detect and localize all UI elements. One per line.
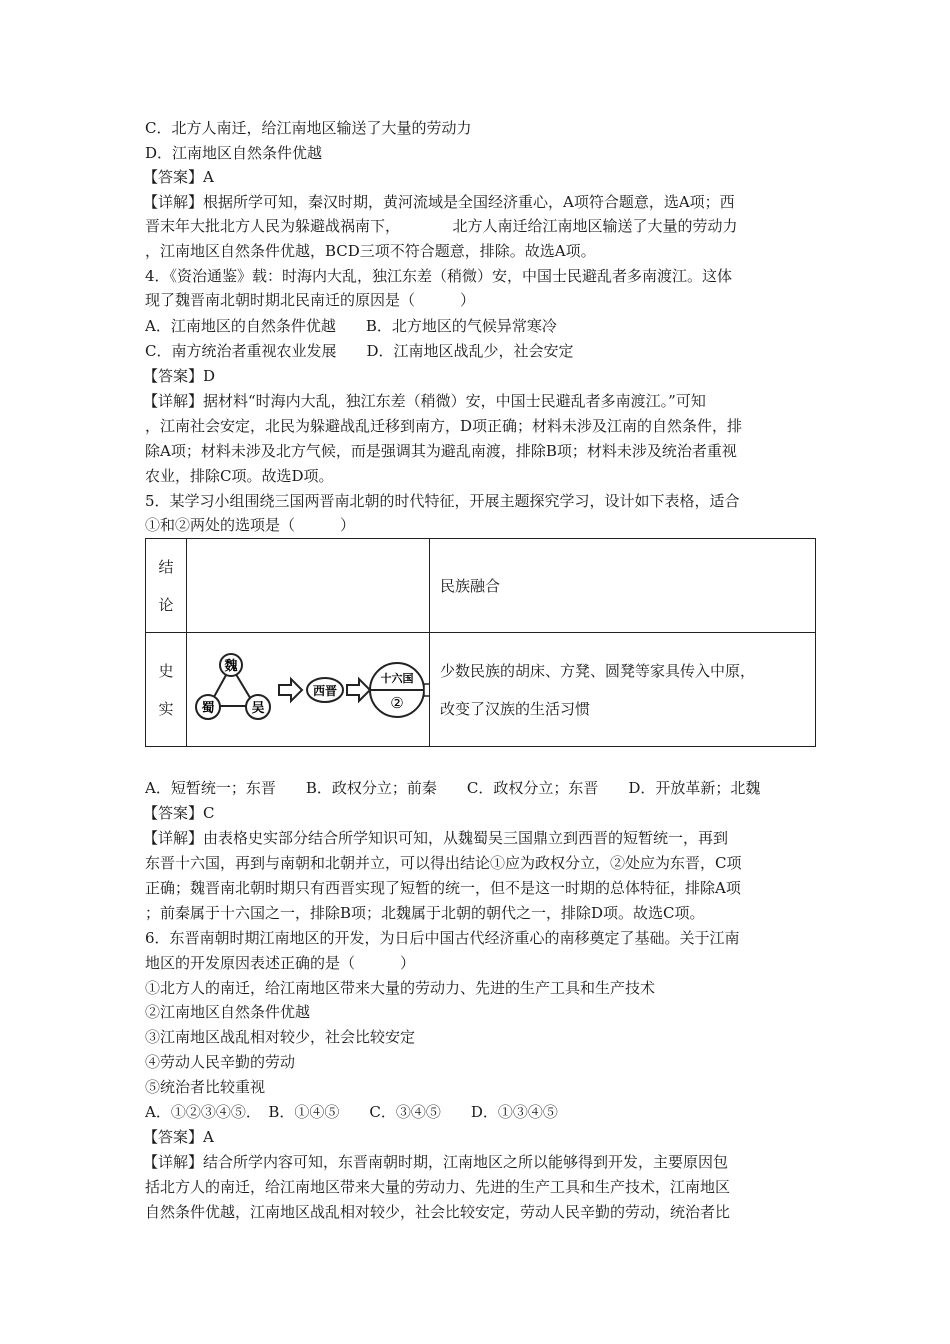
q4-stem-line: 现了魏晋南北朝时期北民南迁的原因是（ ） [145,291,476,309]
q5-stem-line: 5．某学习小组围绕三国两晋南北朝的时代特征，开展主题探究学习，设计如下表格，适合 [145,492,740,510]
label-char: 论 [158,595,174,614]
q6-stem-line: 6．东晋南朝时期江南地区的开发，为日后中国古代经济重心的南移奠定了基础。关于江南 [145,929,740,947]
q5-table [145,538,816,747]
small-box [424,684,429,696]
q4-stem-line: 4．《资治通鉴》载：时海内大乱，独江东差（稍微）安，中国士民避乱者多南渡江。这体 [145,267,733,285]
three-kingdoms-diagram [187,650,429,730]
table-row-facts [146,633,816,747]
q6-item-5: ⑤统治者比较重视 [145,1078,266,1096]
q4-explanation-line: 农业，排除C项。故选D项。 [145,467,334,485]
sixteen-kingdoms-label: 十六国 [380,671,414,685]
facts-text-line: 少数民族的胡床、方凳、圆凳等家具传入中原， [440,661,756,680]
wu-label: 吴 [251,700,265,716]
blank-cell-1 [187,539,430,633]
facts-text [430,633,816,747]
q6-item-4: ④劳动人民辛勤的劳动 [145,1053,296,1071]
arrow-right-icon [347,679,370,701]
q5-explanation-line: 正确；魏晋南北朝时期只有西晋实现了短暂的统一，但不是这一时期的总体特征，排除A项 [145,879,741,897]
facts-text-line: 改变了汉族的生活习惯 [440,699,591,718]
q6-item-1: ①北方人的南迁，给江南地区带来大量的劳动力、先进的生产工具和生产技术 [145,979,656,997]
q6-item-3: ③江南地区战乱相对较少，社会比较安定 [145,1028,416,1046]
q4-answer: 【答案】D [143,367,216,385]
q4-options-ab: A．江南地区的自然条件优越 B．北方地区的气候异常寒冷 [145,317,557,335]
q6-explanation-line: 【详解】结合所学内容可知，东晋南朝时期，江南地区之所以能够得到开发，主要原因包 [143,1153,729,1171]
q3-explanation-line: 晋末年大批北方人民为躲避战祸南下， 北方人南迁给江南地区输送了大量的劳动力 [145,217,738,235]
q4-explanation-line: 除A项；材料未涉及北方气候，而是强调其为避乱南渡，排除B项；材料未涉及统治者重视 [145,442,737,460]
q3-option-d: D．江南地区自然条件优越 [145,144,323,162]
q3-option-c: C．北方人南迁，给江南地区输送了大量的劳动力 [145,119,472,137]
q5-options: A．短暂统一；东晋 B．政权分立；前秦 C．政权分立；东晋 D．开放革新；北魏 [145,779,761,797]
q5-explanation-line: ；前秦属于十六国之一，排除B项；北魏属于北朝的朝代之一，排除D项。故选C项。 [145,904,705,922]
arrow-right-icon [279,679,302,701]
q3-answer: 【答案】A [143,168,214,186]
q6-answer: 【答案】A [143,1128,214,1146]
q4-explanation-line: ，江南社会安定，北民为躲避战乱迁移到南方，D项正确；材料未涉及江南的自然条件，排 [145,417,743,435]
q6-options: A．①②③④⑤． B．①④⑤ C．③④⑤ D．①③④⑤ [145,1103,558,1121]
q6-item-2: ②江南地区自然条件优越 [145,1003,311,1021]
label-char: 实 [158,699,174,718]
q5-stem-line: ①和②两处的选项是（ ） [145,516,356,534]
conclusion-text: 民族融合 [430,539,816,633]
xijin-label: 西晋 [312,683,338,698]
label-char: 结 [158,557,174,576]
q5-explanation-line: 【详解】由表格史实部分结合所学知识可知，从魏蜀吴三国鼎立到西晋的短暂统一，再到 [143,829,729,847]
q6-explanation-line: 自然条件优越，江南地区战乱相对较少，社会比较安定，劳动人民辛勤的劳动，统治者比 [145,1203,731,1221]
history-diagram-cell [187,633,430,747]
q6-explanation-line: 括北方人的南迁，给江南地区带来大量的劳动力、先进的生产工具和生产技术，江南地区 [145,1178,731,1196]
q5-answer: 【答案】C [143,804,215,822]
circled-two-label: ② [390,693,404,712]
table-row-conclusion [146,539,816,633]
q3-explanation-line: ，江南地区自然条件优越，BCD三项不符合题意，排除。故选A项。 [145,242,596,260]
shu-label: 蜀 [201,700,215,716]
label-char: 史 [158,661,174,680]
q4-options-cd: C．南方统治者重视农业发展 D．江南地区战乱少，社会安定 [145,342,574,360]
q3-explanation-line: 【详解】根据所学可知，秦汉时期，黄河流域是全国经济重心，A项符合题意，选A项；西 [143,193,735,211]
q6-stem-line: 地区的开发原因表述正确的是（ ） [145,954,416,972]
row-label-facts [146,633,187,747]
row-label-conclusion [146,539,187,633]
wei-label: 魏 [224,658,238,674]
q4-explanation-line: 【详解】据材料“时海内大乱，独江东差（稍微）安，中国士民避乱者多南渡江。”可知 [143,392,706,410]
q5-explanation-line: 东晋十六国，再到与南朝和北朝并立，可以得出结论①应为政权分立，②处应为东晋，C项 [145,854,742,872]
